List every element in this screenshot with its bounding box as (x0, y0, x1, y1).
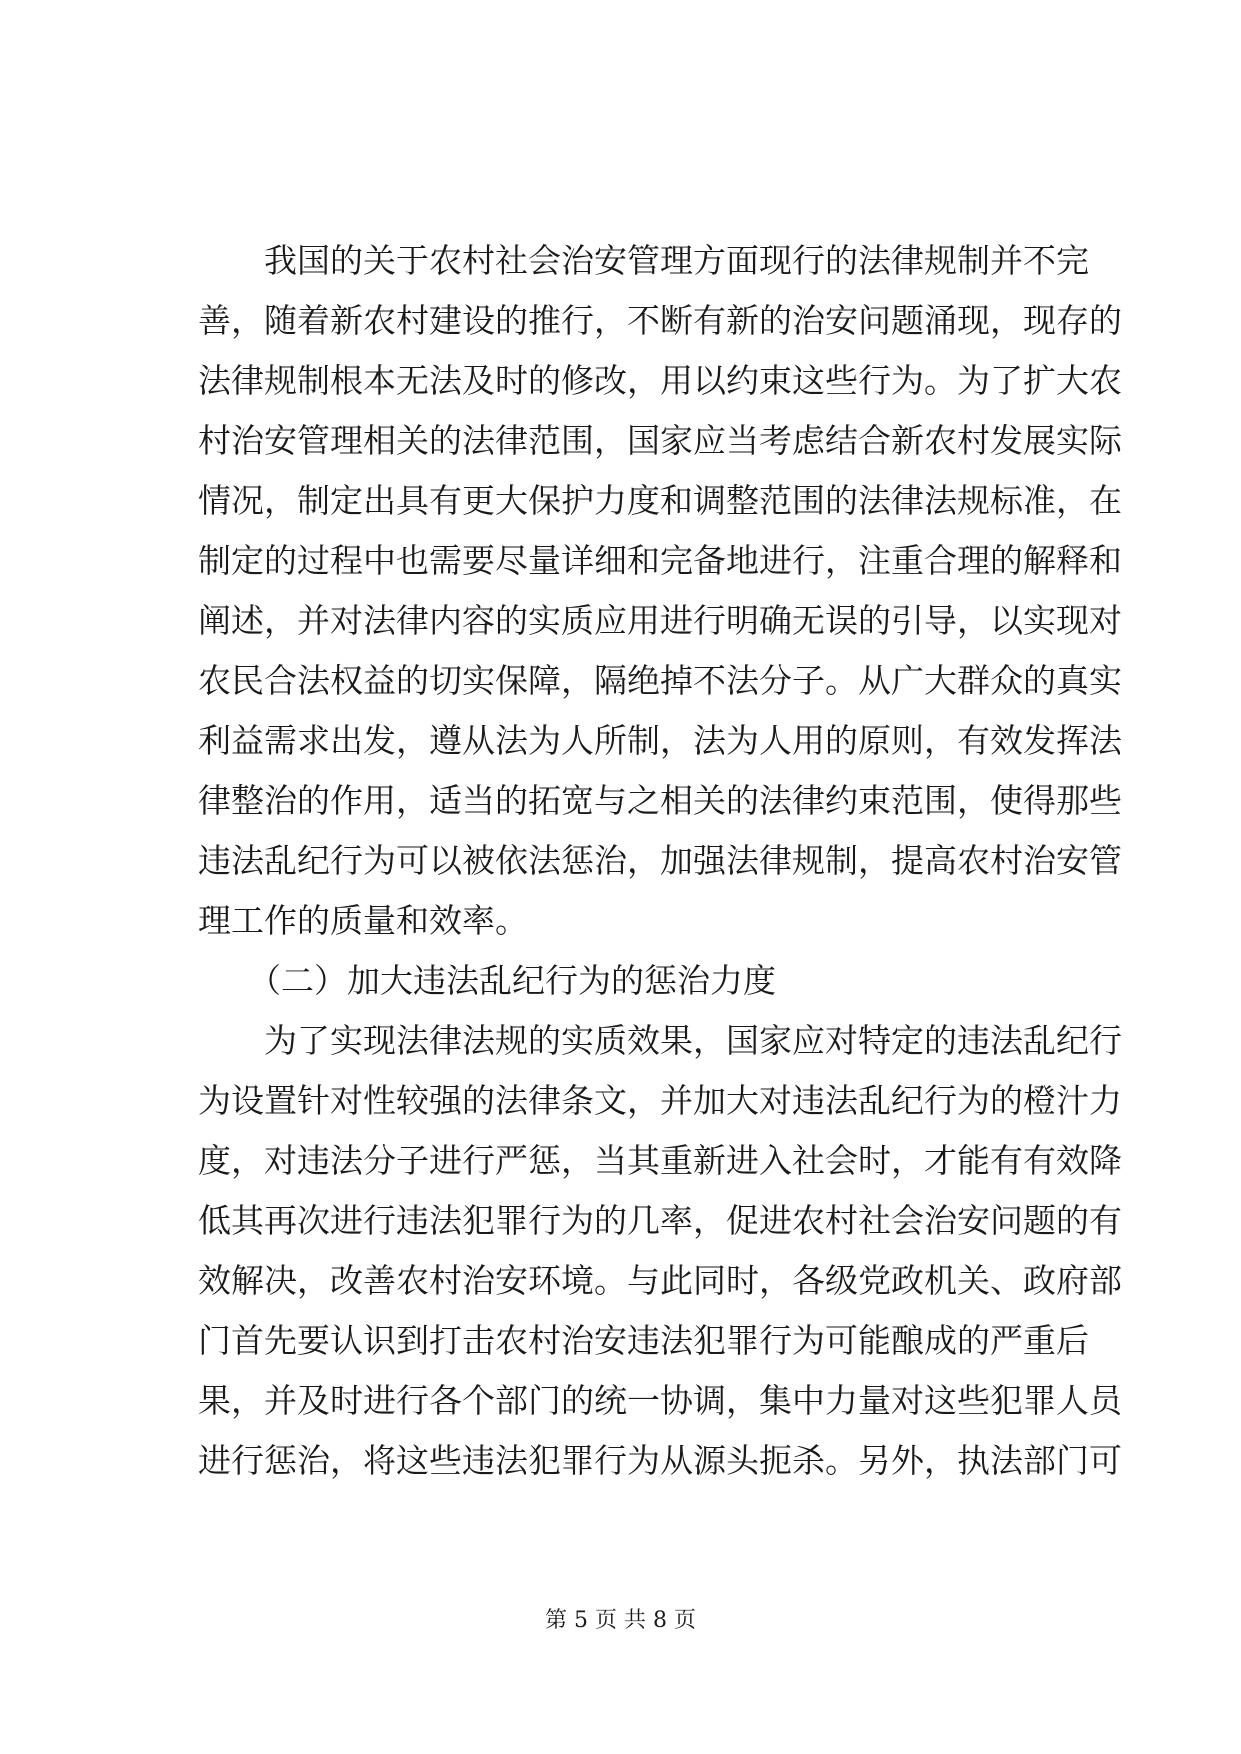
paragraph-line: 村治安管理相关的法律范围，国家应当考虑结合新农村发展实际 (198, 421, 1122, 460)
paragraph-line: 效解决，改善农村治安环境。与此同时，各级党政机关、政府部 (198, 1261, 1122, 1300)
document-body (198, 231, 1122, 1491)
paragraph-line: 农民合法权益的切实保障，隔绝掉不法分子。从广大群众的真实 (198, 661, 1122, 700)
paragraph-2 (198, 1011, 1122, 1491)
paragraph-line: 果，并及时进行各个部门的统一协调，集中力量对这些犯罪人员 (198, 1381, 1122, 1420)
paragraph-line: 我国的关于农村社会治安管理方面现行的法律规制并不完 (264, 241, 1089, 280)
paragraph-line: 违法乱纪行为可以被依法惩治，加强法律规制，提高农村治安管 (198, 841, 1122, 880)
page-number-footer: 第 5 页 共 8 页 (545, 1608, 696, 1633)
paragraph-line: 善，随着新农村建设的推行，不断有新的治安问题涌现，现存的 (198, 301, 1122, 340)
paragraph-line: 律整治的作用，适当的拓宽与之相关的法律约束范围，使得那些 (198, 781, 1122, 820)
paragraph-line: 为设置针对性较强的法律条文，并加大对违法乱纪行为的橙汁力 (198, 1081, 1122, 1120)
paragraph-line: 为了实现法律法规的实质效果，国家应对特定的违法乱纪行 (264, 1021, 1122, 1060)
paragraph-line: 法律规制根本无法及时的修改，用以约束这些行为。为了扩大农 (198, 361, 1122, 400)
paragraph-1 (198, 231, 1122, 951)
paragraph-line: 低其再次进行违法犯罪行为的几率，促进农村社会治安问题的有 (198, 1201, 1122, 1240)
paragraph-line: 情况，制定出具有更大保护力度和调整范围的法律法规标准，在 (198, 481, 1122, 520)
paragraph-line: 门首先要认识到打击农村治安违法犯罪行为可能酿成的严重后 (198, 1321, 1089, 1360)
paragraph-line: 度，对违法分子进行严惩，当其重新进入社会时，才能有有效降 (198, 1141, 1122, 1180)
paragraph-line: 制定的过程中也需要尽量详细和完备地进行，注重合理的解释和 (198, 541, 1122, 580)
section-heading: （二）加大违法乱纪行为的惩治力度 (248, 961, 776, 1000)
paragraph-line: 利益需求出发，遵从法为人所制，法为人用的原则，有效发挥法 (198, 721, 1122, 760)
paragraph-line: 理工作的质量和效率。 (198, 901, 528, 940)
paragraph-line: 进行惩治，将这些违法犯罪行为从源头扼杀。另外，执法部门可 (198, 1441, 1122, 1480)
paragraph-line: 阐述，并对法律内容的实质应用进行明确无误的引导，以实现对 (198, 601, 1122, 640)
